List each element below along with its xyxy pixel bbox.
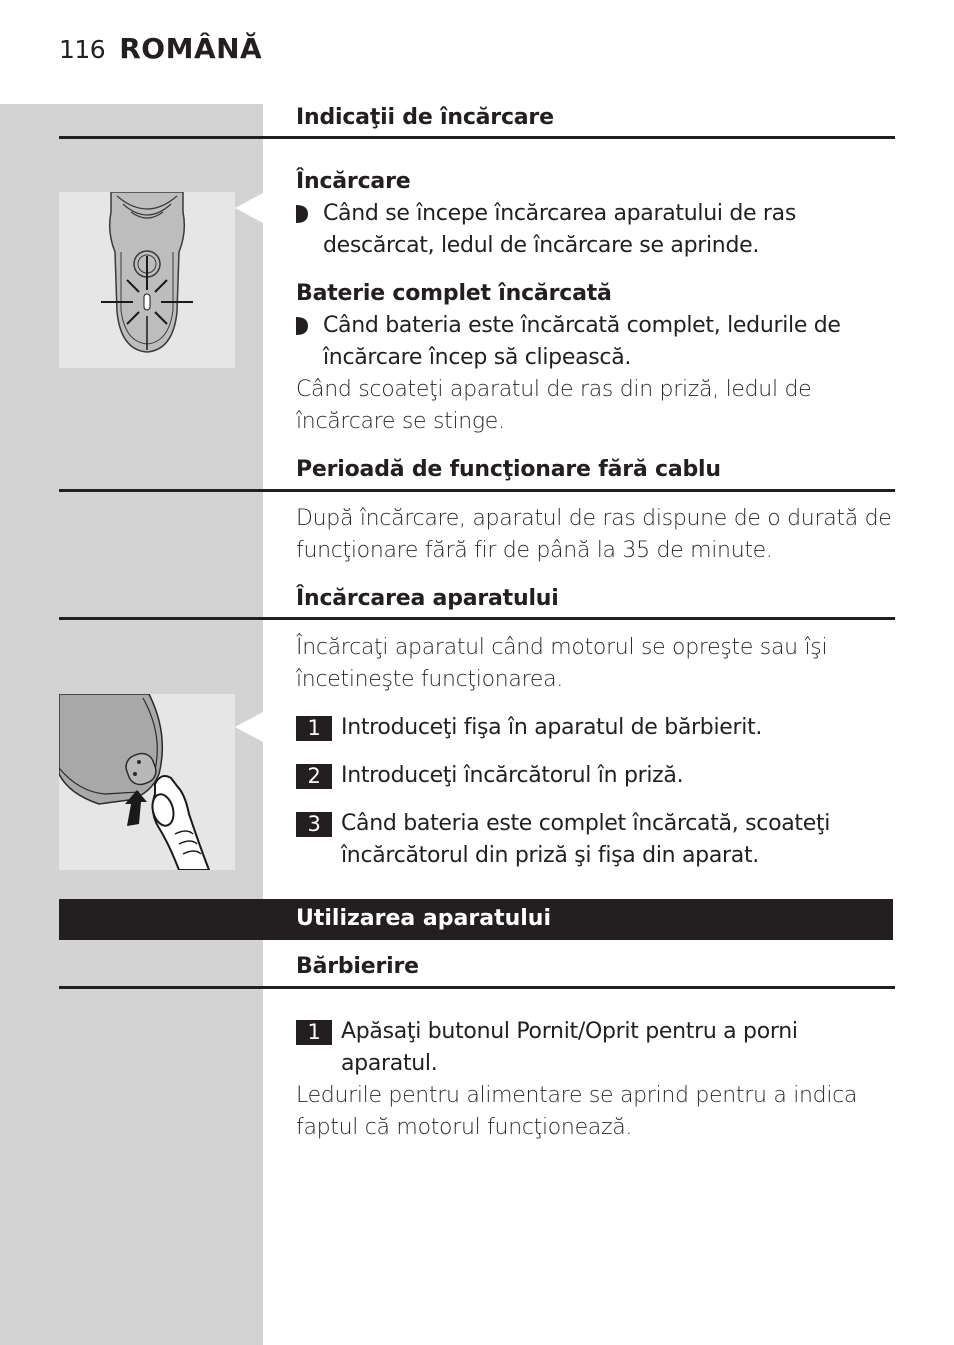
step-number-badge: 1 (296, 1020, 332, 1045)
bullet-item (296, 310, 896, 374)
bullet-text: Când se începe încărcarea aparatului de ras descărcat, ledul de încărcare se aprinde. (323, 201, 797, 258)
step-item (296, 760, 896, 792)
section-rule (59, 617, 895, 620)
note-text: Ledurile pentru alimentare se aprind pentru a indica faptul că motorul funcţionează. (296, 1083, 858, 1140)
figure-pointer (235, 193, 263, 223)
bullet-item (296, 198, 896, 262)
step-text: Când bateria este complet încărcată, scoateţi încărcătorul din priză şi fişa din aparat. (341, 811, 831, 868)
note-text: Când scoateţi aparatul de ras din priză, ledul de încărcare se stinge. (296, 377, 812, 434)
bullet-icon (296, 310, 323, 374)
subsection-battery-full (296, 278, 896, 438)
page-header (59, 32, 262, 65)
subsection-charging (296, 166, 896, 262)
step-text: Introduceţi fişa în aparatul de bărbierit. (341, 715, 763, 740)
step-number-badge: 3 (296, 812, 332, 837)
charging-steps-list (296, 712, 896, 872)
language-title: ROMÂNĂ (119, 32, 263, 65)
subtitle-charging: Încărcare (296, 169, 411, 194)
charging-intro-text: Încărcaţi aparatul când motorul se opreşte sau îşi încetineşte funcţionarea. (296, 635, 828, 692)
section-rule (59, 136, 895, 139)
plug-shaver-illustration-icon (59, 694, 235, 870)
step-number-badge: 2 (296, 764, 332, 789)
step-text: Introduceţi încărcătorul în priză. (341, 763, 684, 788)
section-rule (59, 986, 895, 989)
shaving-steps (296, 1016, 896, 1144)
cordless-time-text: După încărcare, aparatul de ras dispune de o durată de funcţionare fără fir de până la 35 de minute. (296, 506, 892, 563)
step-item (296, 712, 896, 744)
subtitle-battery-full: Baterie complet încărcată (296, 281, 612, 306)
section-title-cordless-time: Perioadă de funcţionare fără cablu (296, 457, 721, 482)
section-title-charging-indications: Indicaţii de încărcare (296, 105, 554, 130)
step-item (296, 1016, 896, 1080)
bullet-icon (296, 198, 323, 262)
section-rule (59, 489, 895, 492)
step-text: Apăsaţi butonul Pornit/Oprit pentru a porni aparatul. (341, 1019, 798, 1076)
figure-shaver-led (59, 192, 235, 368)
step-number-badge: 1 (296, 716, 332, 741)
section-title-using-appliance: Utilizarea aparatului (296, 906, 551, 931)
step-item (296, 808, 896, 872)
page-number: 116 (59, 35, 106, 64)
figure-pointer (235, 712, 263, 742)
figure-plug-shaver (59, 694, 235, 870)
section-title-charging-appliance: Încărcarea aparatului (296, 586, 559, 611)
bullet-text: Când bateria este încărcată complet, ledurile de încărcare încep să clipească. (323, 313, 841, 370)
subtitle-shaving: Bărbierire (296, 954, 419, 979)
shaver-led-illustration-icon (59, 192, 235, 368)
